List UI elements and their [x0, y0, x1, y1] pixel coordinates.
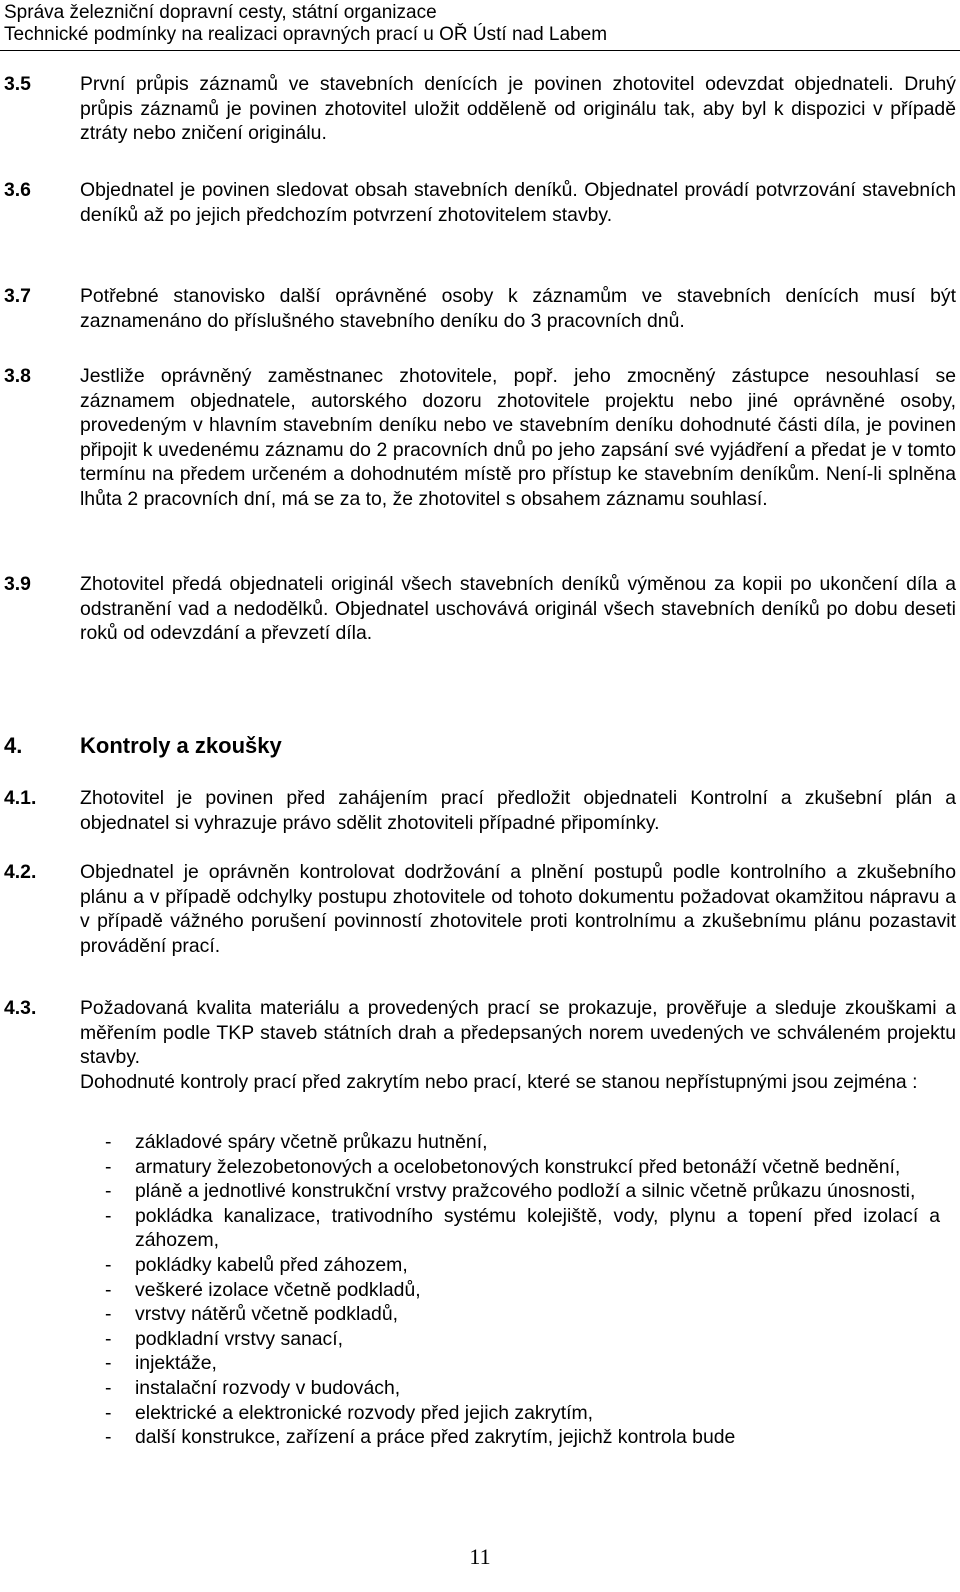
section-text: Zhotovitel předá objednateli originál všech stavebních deníků výměnou za kopii po ukončení díla a odstranění vad a nedodělků. Objednatel uschovává originál všech stavebních deníků po dobu deseti roků od odevzdání a převzetí díla.: [80, 573, 956, 645]
section-text: Potřebné stanovisko další oprávněné osoby k záznamům ve stavebních denících musí být zaznamenáno do příslušného stavebního deníku do 3 pracovních dnů.: [80, 285, 956, 332]
subsection-4-3: [4, 996, 956, 1094]
list-item: - pláně a jednotlivé konstrukční vrstvy pražcového podloží a silnic včetně průkazu únosnosti,: [105, 1180, 916, 1203]
list-item: - vrstvy nátěrů včetně podkladů,: [105, 1303, 398, 1326]
subsection-text: Zhotovitel je povinen před zahájením prací předložit objednateli Kontrolní a zkušební plán a objednatel si vyhrazuje právo sdělit zhotoviteli případné připomínky.: [80, 787, 956, 834]
inspection-list: [105, 1130, 940, 1450]
list-item: - armatury železobetonových a ocelobetonových konstrukcí před betonáží včetně bednění,: [105, 1155, 901, 1178]
subsection-number: 4.3.: [4, 997, 37, 1019]
page-header: [0, 0, 960, 48]
subsection-4-1: [4, 786, 956, 835]
section-3-5: [4, 72, 956, 146]
subsection-text-continued: Dohodnuté kontroly prací před zakrytím nebo prací, které se stanou nepřístupnými jsou zejména :: [80, 1070, 918, 1093]
list-item: - pokládky kabelů před záhozem,: [105, 1253, 408, 1276]
subsection-number: 4.2.: [4, 861, 37, 883]
section-number: 3.6: [4, 179, 31, 201]
list-item: - instalační rozvody v budovách,: [105, 1376, 401, 1399]
header-organization: Správa železniční dopravní cesty, státní organizace: [4, 2, 437, 23]
subsection-4-2: [4, 860, 956, 958]
section-3-9: [4, 572, 956, 646]
list-item: - veškeré izolace včetně podkladů,: [105, 1278, 421, 1301]
list-item: - pokládka kanalizace, trativodního systému kolejiště, vody, plynu a topení před izolací a záhozem,: [105, 1204, 940, 1252]
section-number: 3.7: [4, 285, 31, 307]
section-text: Objednatel je povinen sledovat obsah stavebních deníků. Objednatel provádí potvrzování stavebních deníků až po jejich předchozím potvrzení zhotovitelem stavby.: [80, 179, 956, 226]
section-text: První průpis záznamů ve stavebních denících je povinen zhotovitel odevzdat objednateli. Druhý průpis záznamů je povinen zhotovitel uložit odděleně od originálu tak, aby byl k dispozici v případě ztráty nebo zničení originálu.: [80, 73, 956, 145]
section-text: Jestliže oprávněný zaměstnanec zhotovitele, popř. jeho zmocněný zástupce nesouhlasí se záznamem objednatele, autorského dozoru zhotovitele projektu nebo jiné oprávněné osoby, provedeným v hlavním stavebním deníku nebo ve stavebním deníku dohodnuté části díla, je povinen připojit k uvedenému záznamu do 2 pracovních dnů po jeho zapsání své vyjádření a předat je v tomto termínu na předem určeném a dohodnutém místě pro přístup ke stavebním deníkům. Není-li splněna lhůta 2 pracovních dní, má se za to, že zhotovitel s obsahem záznamu souhlasí.: [80, 365, 956, 510]
subsection-text: Objednatel je oprávněn kontrolovat dodržování a plnění postupů podle kontrolního a zkušebního plánu a v případě odchylky postupu zhotovitele od tohoto dokumentu požadovat okamžitou nápravu a v případě vážného porušení povinností zhotovitele proti kontrolnímu a zkušebnímu plánu pozastavit provádění prací.: [80, 861, 956, 957]
list-item: - podkladní vrstvy sanací,: [105, 1327, 344, 1350]
list-item: - elektrické a elektronické rozvody před jejich zakrytím,: [105, 1401, 594, 1424]
section-number: 3.5: [4, 73, 31, 95]
section-3-6: [4, 178, 956, 227]
list-item: - injektáže,: [105, 1352, 217, 1375]
section-number: 3.9: [4, 573, 31, 595]
section-3-7: [4, 284, 956, 333]
header-document-title: Technické podmínky na realizaci opravných prací u OŘ Ústí nad Labem: [4, 24, 608, 45]
subsection-text: Požadovaná kvalita materiálu a provedených prací se prokazuje, prověřuje a sleduje zkouškami a měřením podle TKP staveb státních drah a předepsaných norem uvedených ve schváleném projektu stavby.: [80, 997, 956, 1069]
chapter-number: 4.: [4, 733, 23, 758]
section-3-8: [4, 364, 956, 512]
subsection-number: 4.1.: [4, 787, 37, 809]
header-divider: [0, 50, 960, 51]
section-number: 3.8: [4, 365, 31, 387]
list-item: - základové spáry včetně průkazu hutnění,: [105, 1131, 488, 1153]
chapter-heading: [4, 733, 282, 759]
chapter-title: Kontroly a zkoušky: [80, 733, 282, 758]
page-number: 11: [469, 1544, 491, 1569]
list-item: - další konstrukce, zařízení a práce před zakrytím, jejichž kontrola bude: [105, 1426, 736, 1449]
